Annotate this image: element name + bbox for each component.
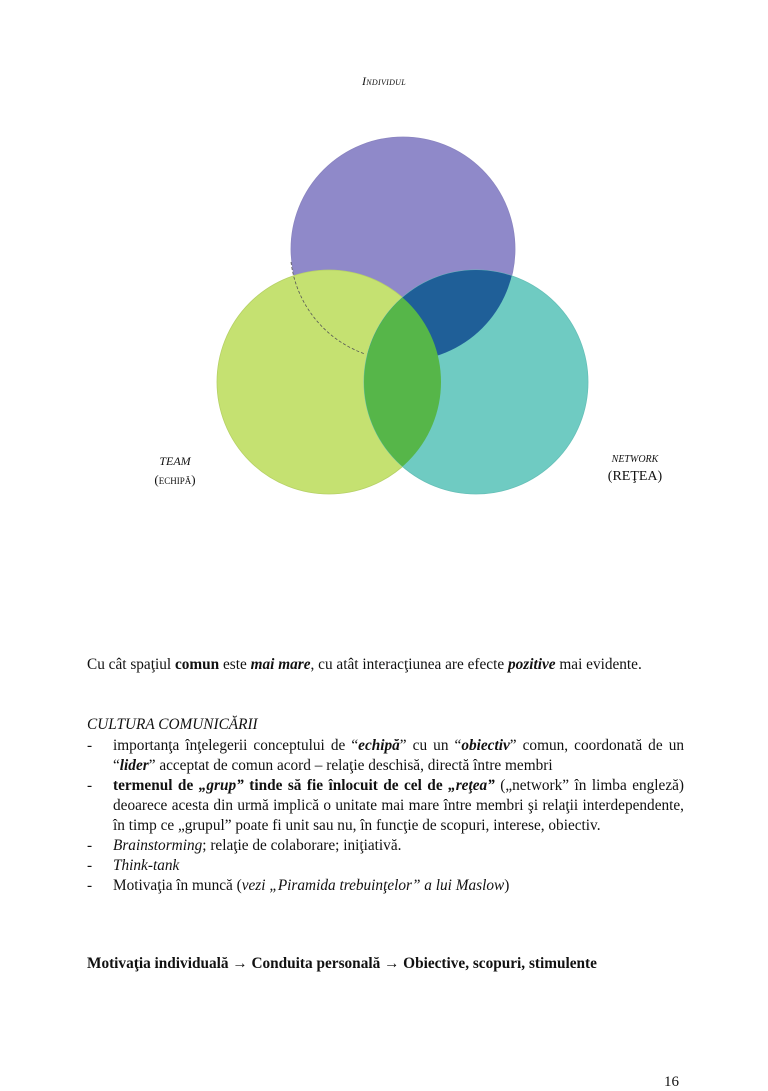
closing-line: Motivaţia individuală → Conduita personală → Obiective, scopuri, stimulente xyxy=(87,955,597,972)
label-individual: Individul xyxy=(361,74,407,88)
dash-marker: - xyxy=(87,837,93,854)
text-run: ” acceptat de comun acord – relaţie deschisă, directă între membri xyxy=(148,757,553,774)
text-italic: vezi „Piramida trebuinţelor” a lui Maslow xyxy=(241,877,505,894)
intro-paragraph xyxy=(87,655,684,675)
text-bold: termenul de xyxy=(113,777,199,794)
text-bold-italic: obiectiv xyxy=(461,737,510,754)
list-item xyxy=(87,856,684,876)
text-run: („network” în limba engleză) deoarece acesta din urmă implică o unitate mai mare între membri şi relaţii interdependente, în timp ce „grupul” poate fi unit sau nu, în funcţie de scopuri, interese, obiectiv. xyxy=(113,777,684,834)
page-number: 16 xyxy=(664,1074,679,1090)
text-run: ” cu un “ xyxy=(399,737,462,754)
list-item xyxy=(87,776,684,836)
text-bold-italic: „reţea” xyxy=(448,777,495,794)
list-item xyxy=(87,736,684,776)
text-run: ; relaţie de colaborare; iniţiativă. xyxy=(202,837,402,854)
text-bold-italic: mai mare xyxy=(250,656,311,673)
list-item xyxy=(87,876,684,896)
label-team: TEAM xyxy=(159,454,191,468)
text-run: , cu atât interacţiunea are efecte xyxy=(310,656,508,673)
list-item xyxy=(87,836,684,856)
text-bold-italic: lider xyxy=(119,757,149,774)
text-run: este xyxy=(219,656,251,673)
dash-marker: - xyxy=(87,777,93,794)
text-run: mai evidente. xyxy=(555,656,642,673)
label-network-sub: (REŢEA) xyxy=(607,469,663,484)
label-team-sub: (echipă) xyxy=(154,472,196,487)
dash-marker: - xyxy=(87,737,93,754)
text-bold-italic: pozitive xyxy=(507,656,556,673)
dash-marker: - xyxy=(87,877,93,894)
text-bold-italic: echipă xyxy=(358,737,400,754)
text-run: ) xyxy=(504,877,510,894)
text-bold: tinde să fie înlocuit de cel de xyxy=(243,777,449,794)
text-run: Cu cât spaţiul xyxy=(87,656,175,673)
text-bold: comun xyxy=(174,656,220,673)
text-run: Motivaţia în muncă ( xyxy=(113,877,242,894)
section-heading: CULTURA COMUNICĂRII xyxy=(87,716,258,733)
text-run: importanţa înţelegerii conceptului de “ xyxy=(113,737,359,754)
text-italic: Think-tank xyxy=(113,857,180,874)
bullet-list xyxy=(87,736,684,896)
label-network: NETWORK xyxy=(611,454,659,465)
text-italic: Brainstorming xyxy=(113,837,203,854)
text-bold-italic: „grup” xyxy=(198,777,244,794)
text-run: ” comun, coordonată de un “ xyxy=(113,737,684,774)
dash-marker: - xyxy=(87,857,93,874)
